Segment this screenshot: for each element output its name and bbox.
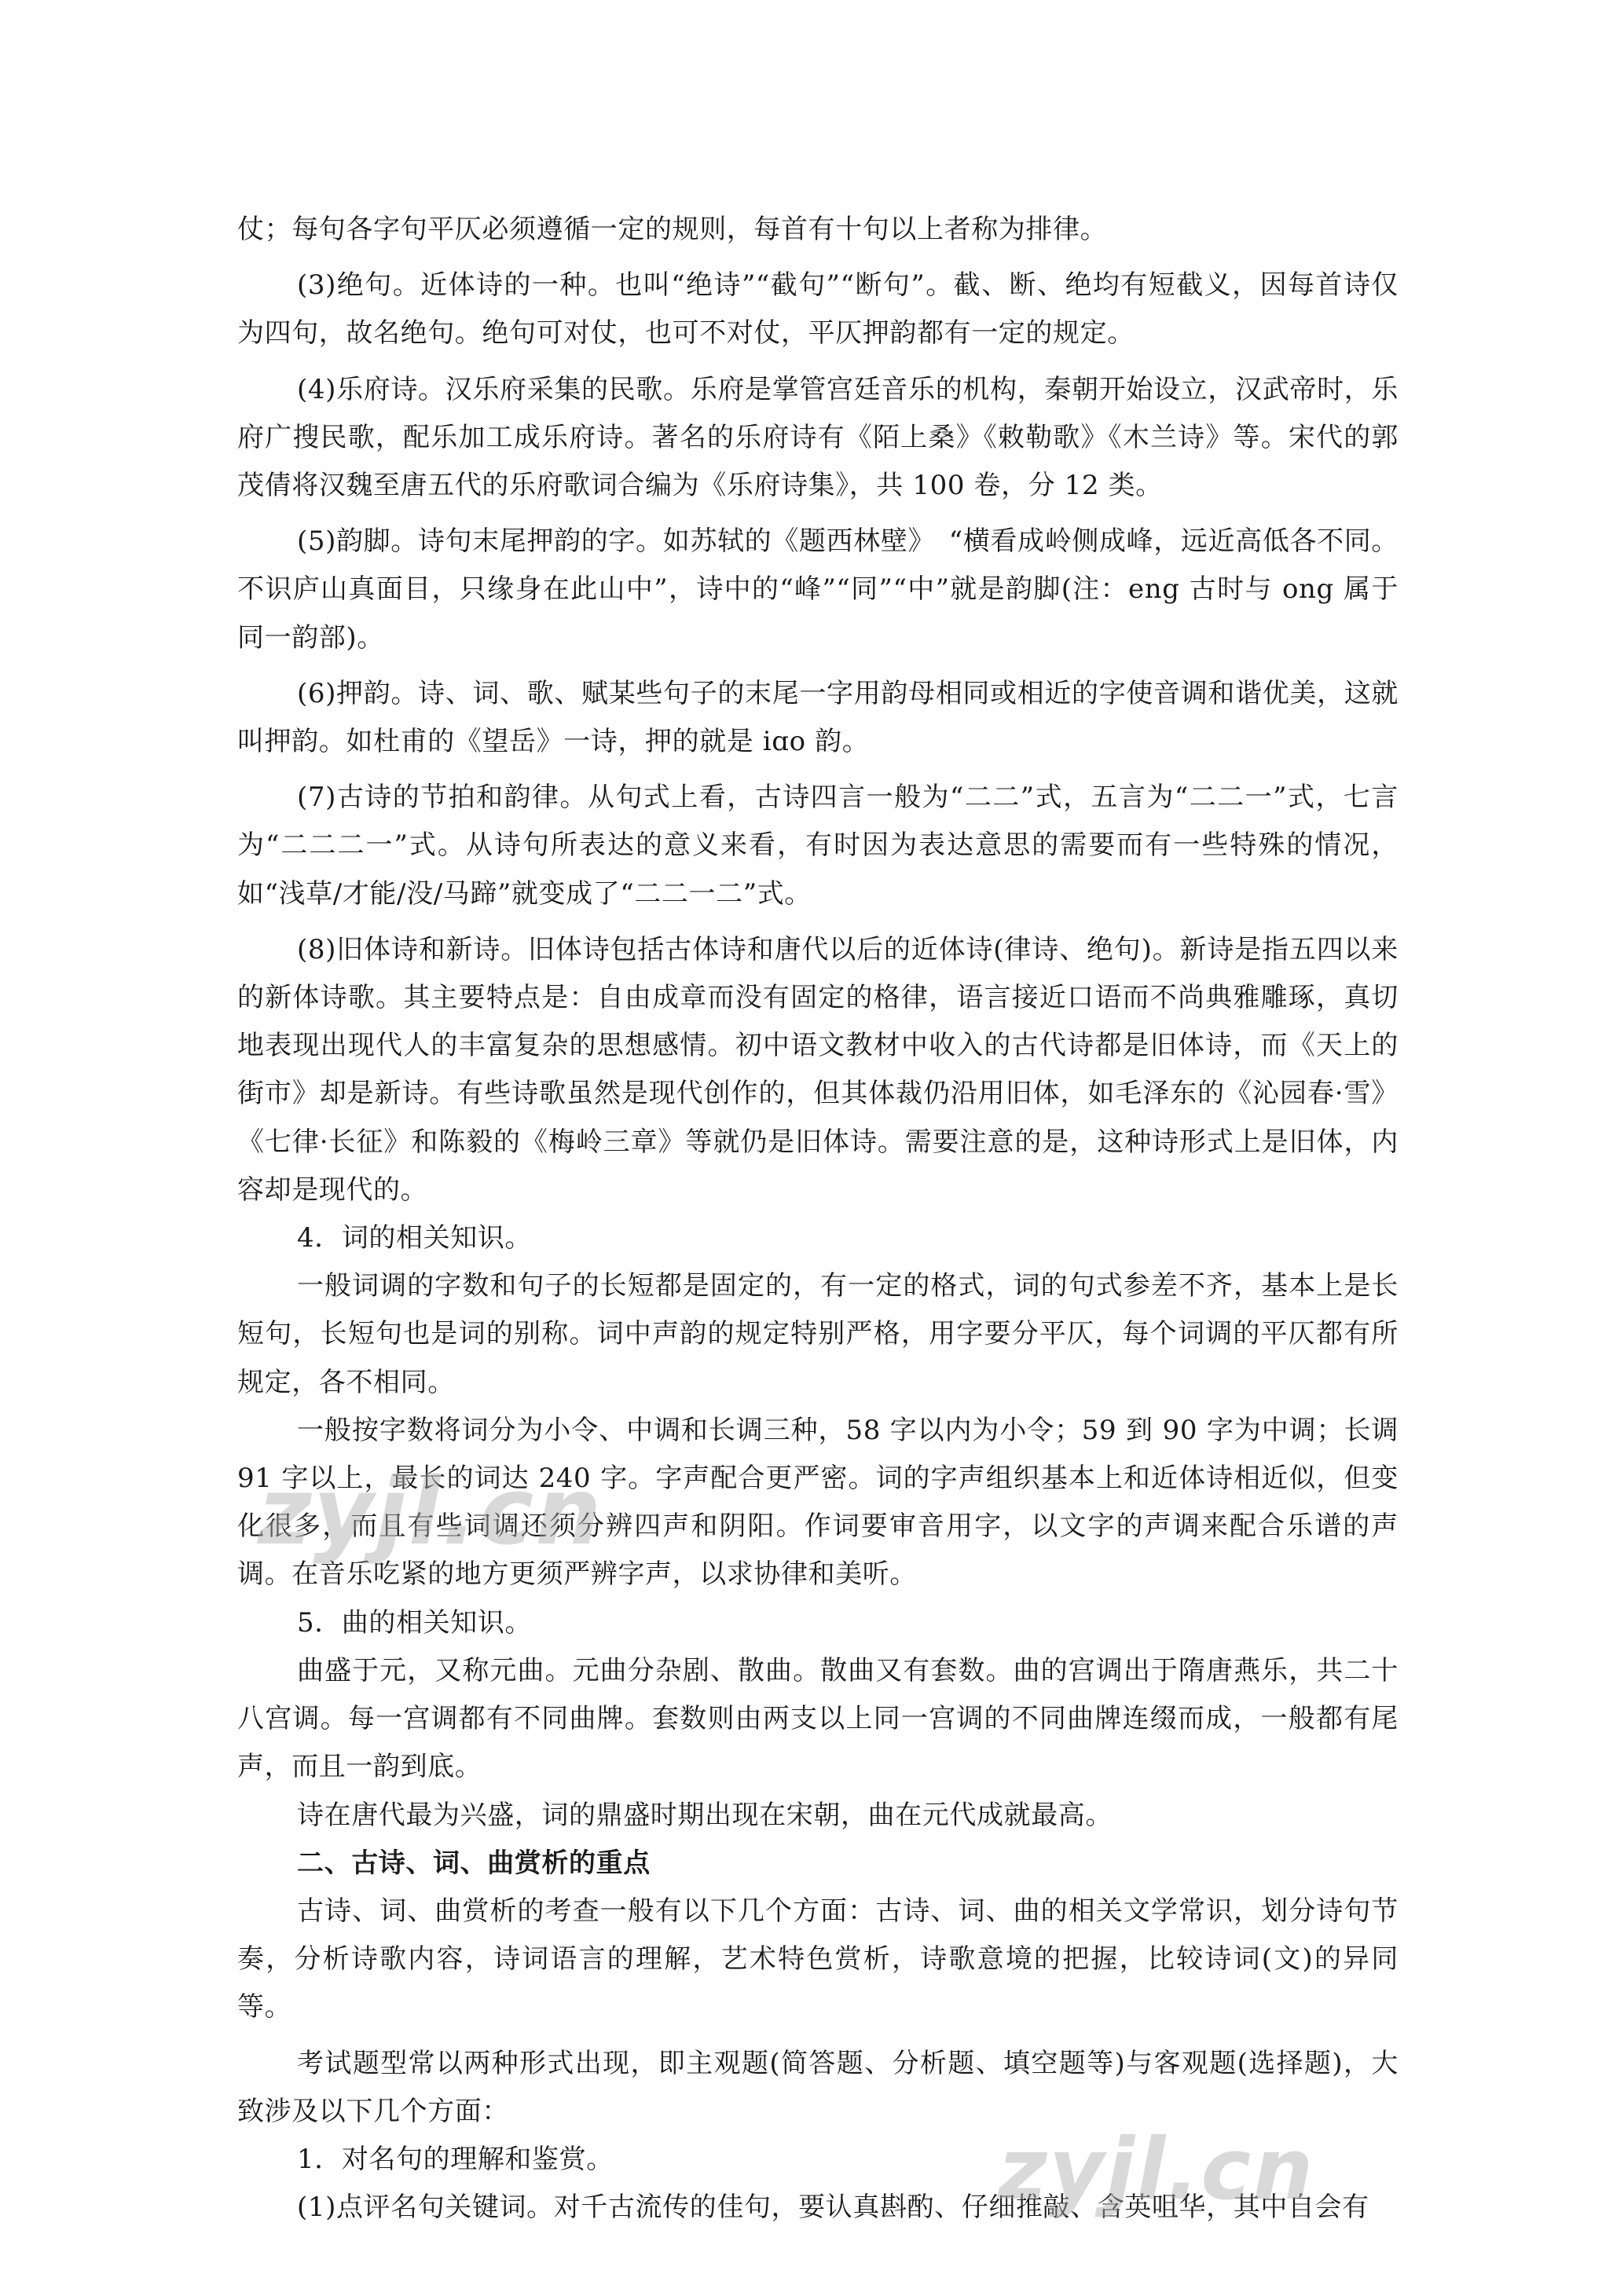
paragraph-qu: 曲盛于元，又称元曲。元曲分杂剧、散曲。散曲又有套数。曲的宫调出于隋唐燕乐，共二十八宫调。每一宫调都有不同曲牌。套数则由两支以上同一宫调的不同曲牌连缀而成，一般都有尾声，而且一韵到底。 (237, 1654, 1399, 1783)
paragraph-ci-1: 一般词调的字数和句子的长短都是固定的，有一定的格式，词的句式参差不齐，基本上是长短句，长短句也是词的别称。词中声韵的规定特别严格，用字要分平仄，每个词调的平仄都有所规定，各不相同。 (237, 1270, 1399, 1398)
document-body (237, 206, 1399, 2232)
paragraph-continuation: 仗；每句各字句平仄必须遵循一定的规则，每首有十句以上者称为排律。 (237, 214, 1108, 245)
section-heading-qu: 5．曲的相关知识。 (297, 1606, 533, 1639)
paragraph-yayun: (6)押韵。诗、词、歌、赋某些句子的末尾一字用韵母相同或相近的字使音调和谐优美，这就叫押韵。如杜甫的《望岳》一诗，押的就是 iɑo 韵。 (237, 677, 1399, 758)
section-heading-ci: 4．词的相关知识。 (297, 1222, 533, 1254)
watermark-logo: zyjl.cn (258, 1457, 603, 1565)
paragraph-yuefu: (4)乐府诗。汉乐府采集的民歌。乐府是掌管宫廷音乐的机构，秦朝开始设立，汉武帝时，乐府广搜民歌，配乐加工成乐府诗。著名的乐府诗有《陌上桑》《敕勒歌》《木兰诗》等。宋代的郭茂倩将汉魏至唐五代的乐府歌词合编为《乐府诗集》，共 100 卷，分 12 类。 (237, 373, 1399, 502)
paragraph-appreciation-2: 考试题型常以两种形式出现，即主观题(简答题、分析题、填空题等)与客观题(选择题)，大致涉及以下几个方面： (237, 2047, 1399, 2127)
paragraph-jiuti-xinshi: (8)旧体诗和新诗。旧体诗包括古体诗和唐代以后的近体诗(律诗、绝句)。新诗是指五四以来的新体诗歌。其主要特点是：自由成章而没有固定的格律，语言接近口语而不尚典雅雕琢，真切地表现出现代人的丰富复杂的思想感情。初中语文教材中收入的古代诗都是旧体诗，而《天上的街市》却是新诗。有些诗歌虽然是现代创作的，但其体裁仍沿用旧体，如毛泽东的《沁园春·雪》《七律·长征》和陈毅的《梅岭三章》等就仍是旧体诗。需要注意的是，这种诗形式上是旧体，内容却是现代的。 (237, 933, 1399, 1206)
paragraph-summary: 诗在唐代最为兴盛，词的鼎盛时期出现在宋朝，曲在元代成就最高。 (297, 1799, 1113, 1831)
paragraph-jueju: (3)绝句。近体诗的一种。也叫“绝诗”“截句”“断句”。截、断、绝均有短截义，因每首诗仅为四句，故名绝句。绝句可对仗，也可不对仗，平仄押韵都有一定的规定。 (237, 269, 1399, 350)
paragraph-ci-2: 一般按字数将词分为小令、中调和长调三种，58 字以内为小令；59 到 90 字为中调；长调 91 字以上，最长的词达 240 字。字声配合更严密。词的字声组织基本上和近体诗相近似，但变化很多，而且有些词调还须分辨四声和阴阳。作词要审音用字，以文字的声调来配合乐谱的声调。在音乐吃紧的地方更须严辨字声，以求协律和美听。 (237, 1414, 1399, 1591)
paragraph-yunjiao: (5)韵脚。诗句末尾押韵的字。如苏轼的《题西林壁》 “横看成岭侧成峰，远近高低各不同。不识庐山真面目，只缘身在此山中”，诗中的“峰”“同”“中”就是韵脚(注：eng 古时与 ong 属于同一韵部)。 (237, 525, 1399, 654)
paragraph-appreciation-1: 古诗、词、曲赏析的考查一般有以下几个方面：古诗、词、曲的相关文学常识，划分诗句节奏，分析诗歌内容，诗词语言的理解，艺术特色赏析，诗歌意境的把握，比较诗词(文)的异同等。 (237, 1895, 1399, 2023)
watermark-logo: zyjl.cn (998, 2121, 1315, 2219)
paragraph-jiepai: (7)古诗的节拍和韵律。从句式上看，古诗四言一般为“二二”式，五言为“二二一”式，七言为“二二二一”式。从诗句所表达的意义来看，有时因为表达意思的需要而有一些特殊的情况，如“浅草/才能/没/马蹄”就变成了“二二一二”式。 (237, 782, 1399, 910)
paragraph-mingju-1: (1)点评名句关键词。对千古流传的佳句，要认真斟酌、仔细推敲、含英咀华，其中自会有 (297, 2192, 1369, 2224)
section-heading-mingju: 1．对名句的理解和鉴赏。 (297, 2143, 614, 2175)
section-heading-appreciation: 二、古诗、词、曲赏析的重点 (297, 1847, 651, 1879)
